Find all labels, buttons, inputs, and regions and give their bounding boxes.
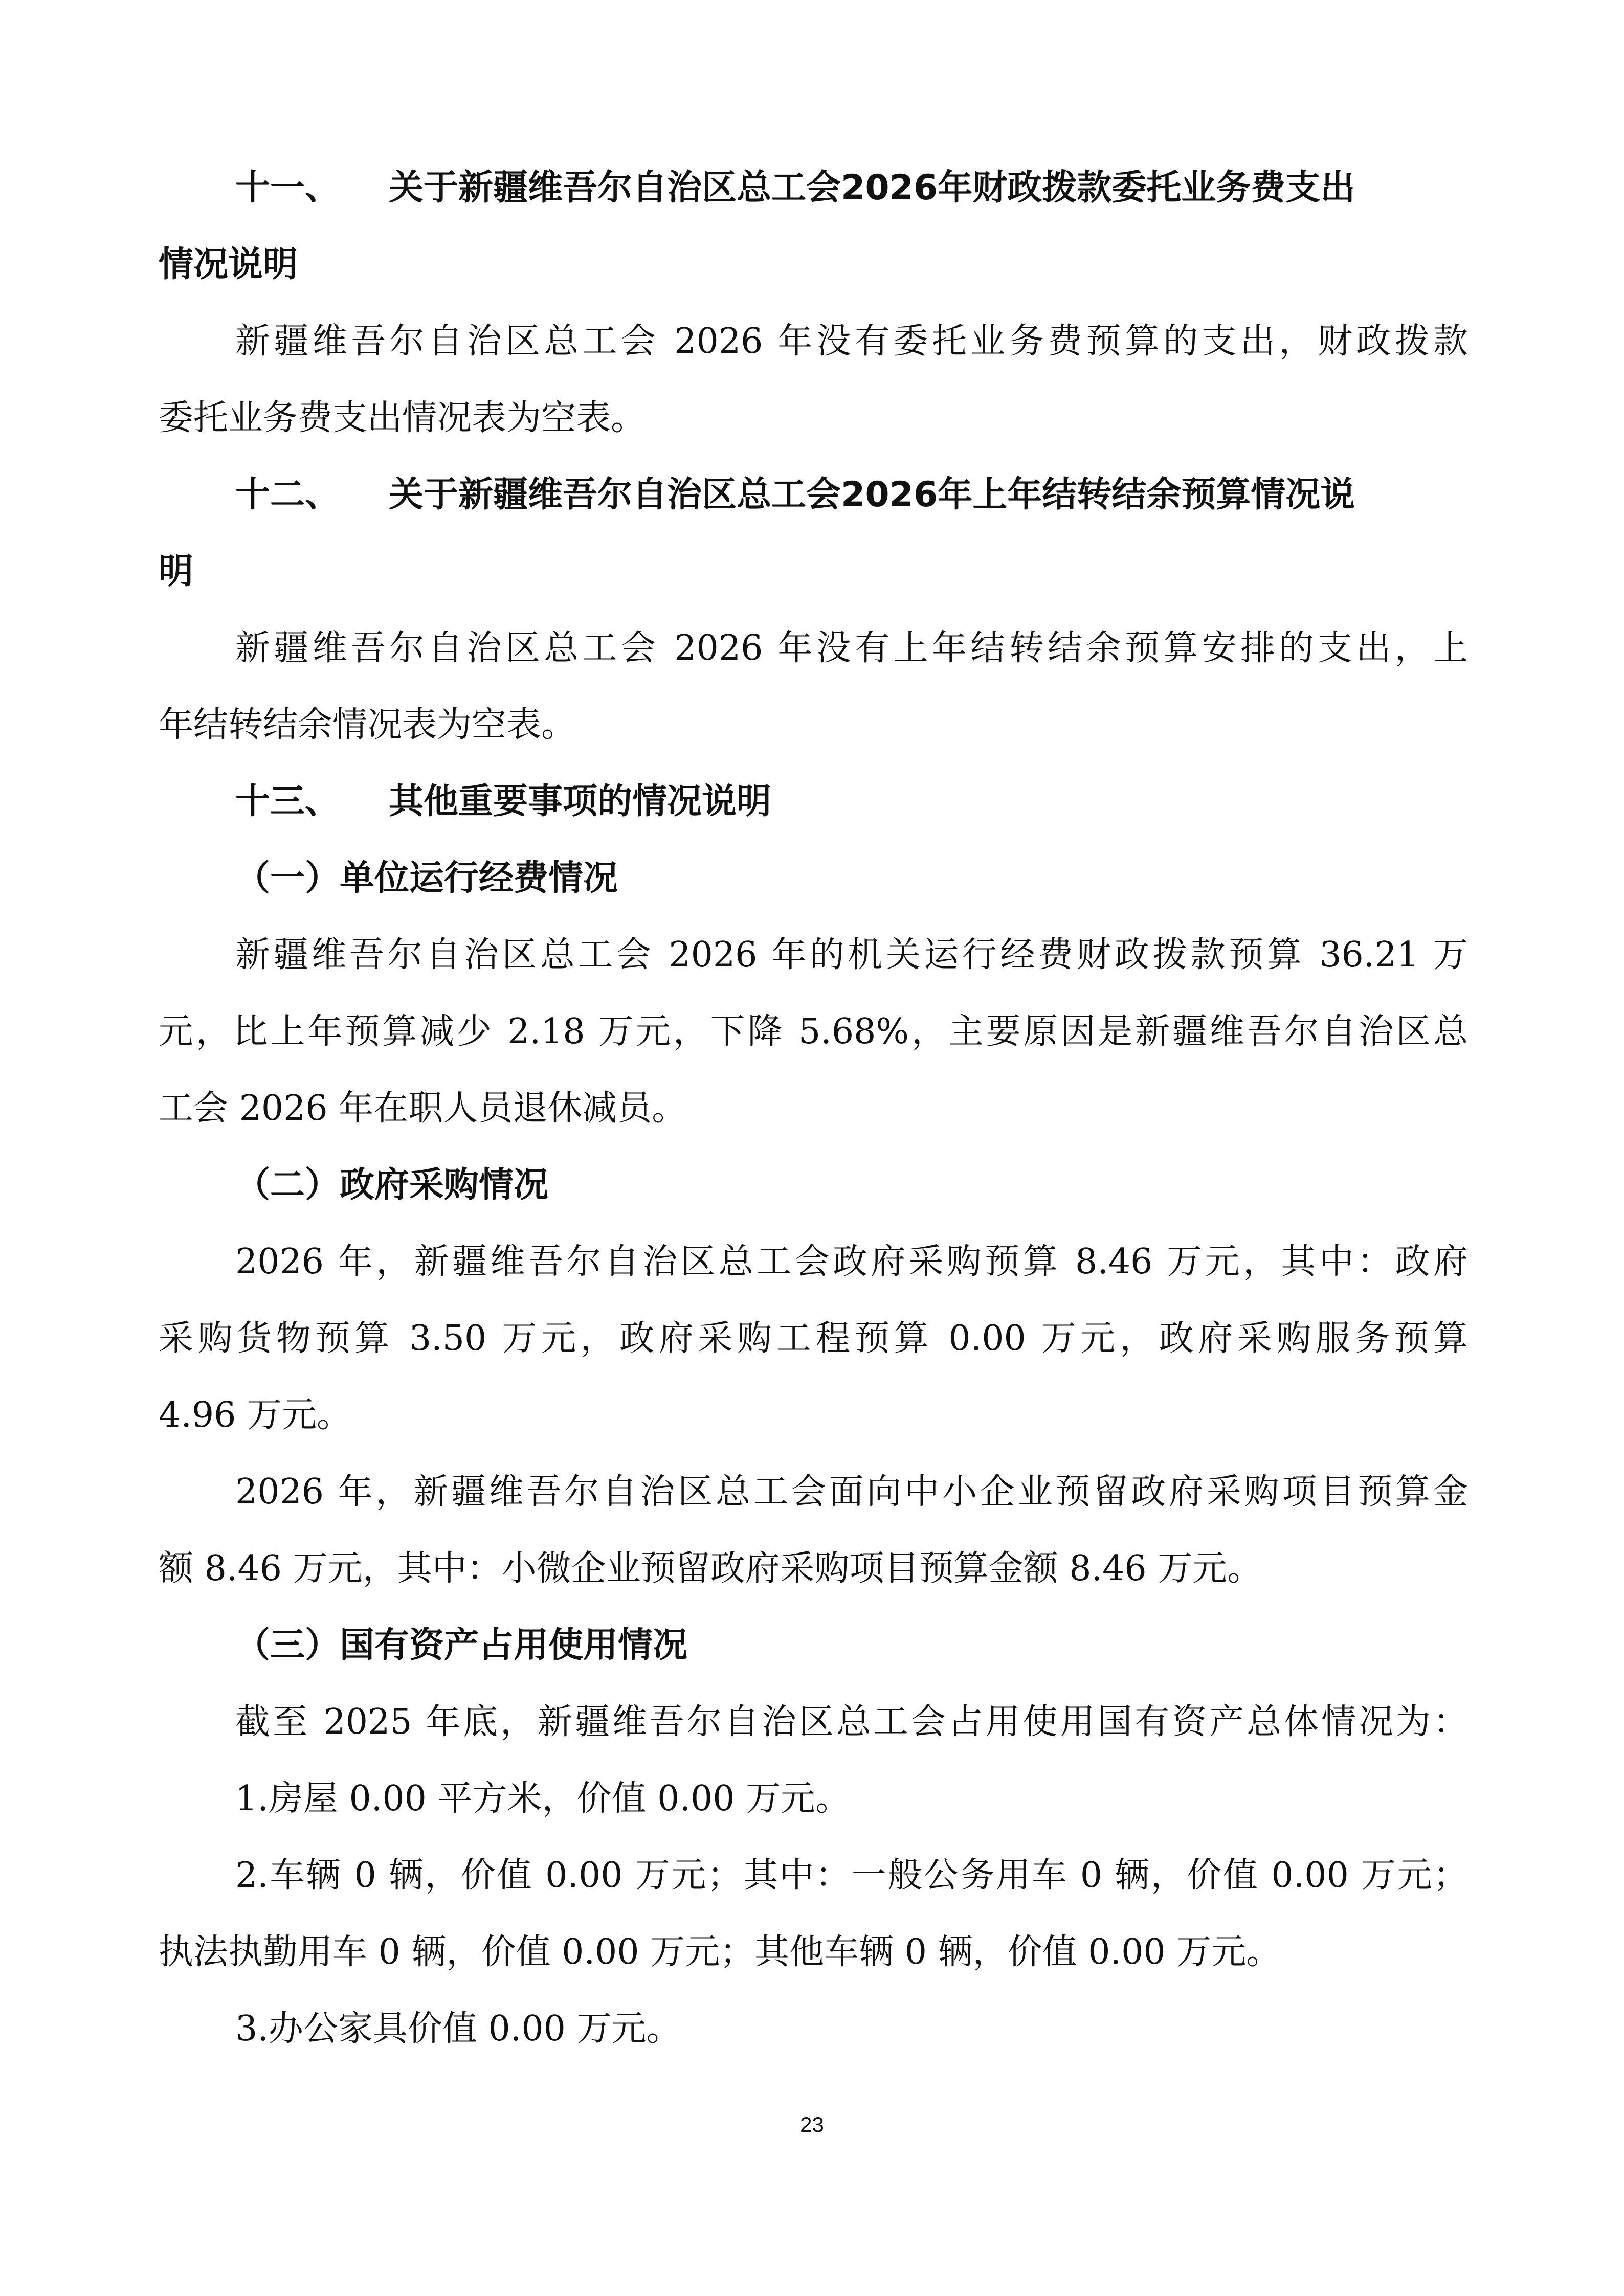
asset-item-2-line2: 执法执勤用车 0 辆，价值 0.00 万元；其他车辆 0 辆，价值 0.00 万元。 [159, 1932, 1281, 1972]
page-number: 23 [800, 2112, 824, 2136]
subsection-1-title: （一）单位运行经费情况 [235, 858, 618, 898]
subsection-1-line2: 元，比上年预算减少 2.18 万元，下降 5.68%，主要原因是新疆维吾尔自治区总 [159, 1011, 1468, 1052]
asset-item-2-line1: 2.车辆 0 辆，价值 0.00 万元；其中：一般公务用车 0 辆，价值 0.00 万元； [235, 1855, 1468, 1896]
section-12-number: 十二、 [235, 475, 340, 515]
section-11-title-line1: 关于新疆维吾尔自治区总工会2026年财政拨款委托业务费支出 [389, 168, 1355, 208]
section-11-heading [235, 164, 1355, 213]
section-13-number: 十三、 [235, 781, 340, 822]
section-12-paragraph-line2: 年结转结余情况表为空表。 [159, 705, 576, 745]
subsection-3-intro: 截至 2025 年底，新疆维吾尔自治区总工会占用使用国有资产总体情况为： [235, 1702, 1468, 1742]
subsection-1-line3: 工会 2026 年在职人员退休减员。 [159, 1088, 687, 1129]
section-12-paragraph-line1: 新疆维吾尔自治区总工会 2026 年没有上年结转结余预算安排的支出，上 [235, 628, 1468, 668]
section-11-paragraph-line2: 委托业务费支出情况表为空表。 [159, 398, 646, 438]
section-13-heading [235, 777, 771, 826]
asset-item-3: 3.办公家具价值 0.00 万元。 [235, 2009, 681, 2049]
subsection-2-p1-line2: 采购货物预算 3.50 万元，政府采购工程预算 0.00 万元，政府采购服务预算 [159, 1318, 1468, 1359]
section-11-paragraph-line1: 新疆维吾尔自治区总工会 2026 年没有委托业务费预算的支出，财政拨款 [235, 321, 1468, 362]
subsection-2-p2-line2: 额 8.46 万元，其中：小微企业预留政府采购项目预算金额 8.46 万元。 [159, 1548, 1262, 1589]
section-11-number: 十一、 [235, 168, 340, 208]
section-12-title-line2: 明 [159, 551, 194, 592]
subsection-2-p2-line1: 2026 年，新疆维吾尔自治区总工会面向中小企业预留政府采购项目预算金 [235, 1472, 1468, 1512]
subsection-1-line1: 新疆维吾尔自治区总工会 2026 年的机关运行经费财政拨款预算 36.21 万 [235, 935, 1468, 975]
section-12-heading [235, 470, 1355, 520]
subsection-3-title: （三）国有资产占用使用情况 [235, 1625, 688, 1665]
subsection-2-p1-line3: 4.96 万元。 [159, 1395, 352, 1435]
section-13-title: 其他重要事项的情况说明 [389, 781, 772, 822]
asset-item-1: 1.房屋 0.00 平方米，价值 0.00 万元。 [235, 1779, 851, 1819]
subsection-2-p1-line1: 2026 年，新疆维吾尔自治区总工会政府采购预算 8.46 万元，其中：政府 [235, 1242, 1468, 1282]
subsection-2-title: （二）政府采购情况 [235, 1165, 549, 1205]
section-12-title-line1: 关于新疆维吾尔自治区总工会2026年上年结转结余预算情况说 [389, 475, 1355, 515]
section-11-title-line2: 情况说明 [159, 244, 298, 285]
